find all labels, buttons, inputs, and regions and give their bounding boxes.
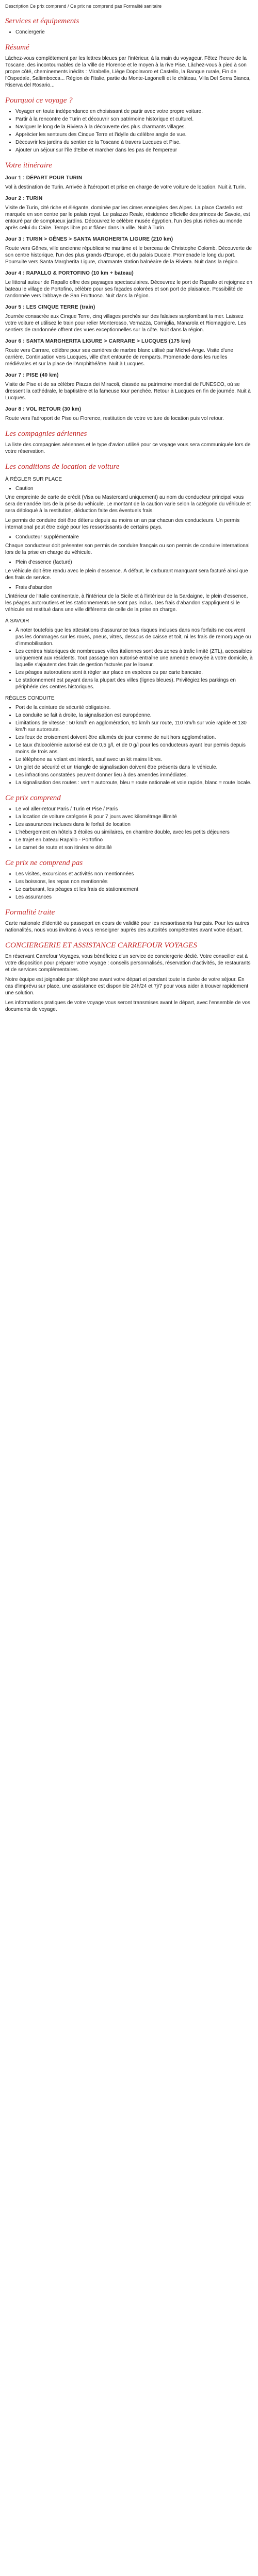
list-item: • Le stationnement est payant dans la plupart des villes (lignes bleues). Privilégiez les parkings en périphérie des centres historiques.	[15, 677, 253, 690]
day-text: Route vers l'aéroport de Pise ou Florence, restitution de votre voiture de location puis vol retour.	[5, 416, 224, 421]
prix-ne-comprend-list	[5, 871, 253, 901]
list-item: • Découvrir les jardins du sentier de la Toscane à travers Lucques et Pise.	[15, 139, 253, 146]
formalite-title: Formalité traite	[5, 908, 55, 917]
conditions-text: Le permis de conduire doit être détenu depuis au moins un an par chacun des conducteurs. Un permis international peut être exigé pour les ressortissants de certains pays.	[5, 518, 240, 530]
conditions-text: Une empreinte de carte de crédit (Visa ou Mastercard uniquement) au nom du conducteur principal vous sera demandée lors de la prise du véhicule. Le montant de la caution varie selon la catégorie du véhicule et sera débloqué à la restitution, déduction faite des éventuels frais.	[5, 495, 251, 514]
itineraire-day	[5, 269, 253, 299]
day-title: Jour 2 : TURIN	[5, 196, 43, 201]
prix-comprend-list	[5, 806, 253, 851]
list-item: • Voyager en toute indépendance en choisissant de partir avec votre propre voiture.	[15, 108, 253, 115]
frais-list	[5, 584, 253, 591]
list-item: • Les boissons, les repas non mentionnés	[15, 878, 253, 885]
itineraire-day	[5, 405, 253, 422]
list-item: • Les infractions constatées peuvent donner lieu à des amendes immédiates.	[15, 772, 253, 778]
itineraire-day	[5, 303, 253, 333]
day-text: Vol à destination de Turin. Arrivée à l'aéroport et prise en charge de votre voiture de location. Nuit à Turin.	[5, 184, 246, 190]
list-item: • Les centres historiques de nombreuses villes italiennes sont des zones à trafic limité (ZTL), accessibles uniquement aux résidents. Tout passage non autorisé entraîne une amende envoyée à votre domicile, à laquelle s'ajoutent des frais de gestion facturés par le loueur.	[15, 648, 253, 668]
list-item: • Conciergerie	[15, 29, 253, 36]
savoir-title: À SAVOIR	[5, 618, 29, 624]
prix-ne-comprend-title: Ce prix ne comprend pas	[5, 859, 83, 867]
list-item: • Les assurances incluses dans le forfait de location	[15, 821, 253, 828]
itineraire-day	[5, 195, 253, 231]
itineraire-day	[5, 174, 253, 191]
conducteur-label: • Conducteur supplémentaire	[15, 534, 253, 540]
list-item: • Port de la ceinture de sécurité obligatoire.	[15, 704, 253, 711]
conciergerie-text: Les informations pratiques de votre voyage vous seront transmises avant le départ, avec l'ensemble de vos documents de voyage.	[5, 1000, 250, 1012]
day-title: Jour 6 : SANTA MARGHERITA LIGURE > CARRARE > LUCQUES (175 km)	[5, 338, 191, 344]
day-title: Jour 7 : PISE (40 km)	[5, 372, 59, 378]
list-item: • Apprécier les senteurs des Cinque Terre et l'idylle du célèbre angle de vue.	[15, 131, 253, 138]
day-text: Route vers Carrare, célèbre pour ses carrières de marbre blanc utilisé par Michel-Ange. Visite d'une carrière. Continuation vers Lucques, ville d'art entourée de remparts. Promenade dans les ruelles médiévales et sur la place de l'Amphithéâtre. Nuit à Lucques.	[5, 348, 233, 367]
plein-list	[5, 559, 253, 566]
day-text: Route vers Gênes, ville ancienne républicaine maritime et le berceau de Christophe Colomb. Découverte de son centre historique, l'un des plus grands d'Europe, et du palais Ducale. Promenade le long du port. Poursuite vers Santa Margherita Ligure, charmante station balnéaire de la Riviera. Nuit dans la région.	[5, 246, 252, 265]
day-title: Jour 3 : TURIN > GÊNES > SANTA MARGHERITA LIGURE (210 km)	[5, 236, 173, 242]
regles-title: RÈGLES CONDUITE	[5, 696, 55, 701]
plein-text: Le véhicule doit être rendu avec le plein d'essence. À défaut, le carburant manquant sera facturé ainsi que des frais de service.	[5, 568, 248, 581]
savoir-list	[5, 627, 253, 690]
compagnies-title: Les compagnies aériennes	[5, 430, 87, 438]
list-item: • Les visites, excursions et activités non mentionnées	[15, 871, 253, 877]
itineraire-day	[5, 235, 253, 265]
itineraire-title: Votre itinéraire	[5, 161, 52, 170]
itineraire-day	[5, 337, 253, 367]
regles-list	[5, 704, 253, 786]
conditions-title: Les conditions de location de voiture	[5, 463, 120, 471]
list-item: • Un gilet de sécurité et un triangle de signalisation doivent être présents dans le véhicule.	[15, 764, 253, 771]
conditions-list	[5, 485, 253, 492]
list-item: • À noter toutefois que les attestations d'assurance tous risques incluses dans nos forfaits ne couvrent pas les dommages sur les roues, pneus, vitres, dessous de caisse et toit, ni les frais de remorquage ou d'immobilisation.	[15, 627, 253, 647]
conciergerie-title: CONCIERGERIE ET ASSISTANCE CARREFOUR VOYAGES	[5, 941, 197, 950]
day-title: Jour 5 : LES CINQUE TERRE (train)	[5, 304, 95, 310]
resume-title: Résumé	[5, 43, 29, 52]
plein-label: • Plein d'essence (facturé)	[15, 559, 253, 566]
conciergerie-text: Notre équipe est joignable par téléphone avant votre départ et pendant toute la durée de votre séjour. En cas d'imprévu sur place, une assistance est disponible 24h/24 et 7j/7 pour vous aider à trouver rapidement une solution.	[5, 977, 249, 996]
day-text: Le littoral autour de Rapallo offre des paysages spectaculaires. Découvrez le port de Rapallo et rejoignez en bateau le village de Portofino, célèbre pour ses façades colorées et son port de plaisance. Possibilité de randonnée vers l'abbaye de San Fruttuoso. Nuit dans la région.	[5, 280, 252, 299]
list-item: • Ajouter un séjour sur l'île d'Elbe et marcher dans les pas de l'empereur	[15, 147, 253, 154]
list-item: • Le taux d'alcoolémie autorisé est de 0,5 g/l, et de 0 g/l pour les conducteurs ayant leur permis depuis moins de trois ans.	[15, 742, 253, 755]
list-item: • La location de voiture catégorie B pour 7 jours avec kilométrage illimité	[15, 814, 253, 820]
pourquoi-title: Pourquoi ce voyage ?	[5, 96, 73, 105]
list-item: • Le vol aller-retour Paris / Turin et Pise / Paris	[15, 806, 253, 812]
day-title: Jour 1 : DÉPART POUR TURIN	[5, 175, 83, 181]
list-item: • Le carnet de route et son itinéraire détaillé	[15, 844, 253, 851]
list-item: • La conduite se fait à droite, la signalisation est européenne.	[15, 712, 253, 719]
page-description: Description Ce prix comprend / Ce prix ne comprend pas Formalité sanitaire	[5, 4, 162, 9]
day-title: Jour 4 : RAPALLO & PORTOFINO (10 km + bateau)	[5, 270, 134, 276]
day-text: Visite de Pise et de sa célèbre Piazza dei Miracoli, classée au patrimoine mondial de l'UNESCO, où se dressent la cathédrale, le baptistère et la fameuse tour penchée. Retour à Lucques en fin de journée. Nuit à Lucques.	[5, 382, 251, 401]
day-text: Visite de Turin, cité riche et élégante, dominée par les cimes enneigées des Alpes. La place Castello est marquée en son centre par le palais royal. Le palazzo Reale, résidence officielle des princes de Savoie, est entouré par de somptueux jardins. Découvrez le célèbre musée égyptien, l'un des plus riches au monde après celui du Caire. Temps libre pour flâner dans la ville. Nuit à Turin.	[5, 205, 250, 231]
list-item: • L'hébergement en hôtels 3 étoiles ou similaires, en chambre double, avec les petits déjeuners	[15, 829, 253, 836]
conducteur-text: Chaque conducteur doit présenter son permis de conduire français ou son permis de conduire international lors de la prise en charge du véhicule.	[5, 543, 250, 555]
page	[0, 0, 258, 1026]
pourquoi-list	[5, 108, 253, 154]
list-item: • Caution	[15, 485, 253, 492]
list-item: • Les feux de croisement doivent être allumés de jour comme de nuit hors agglomération.	[15, 734, 253, 741]
list-item: • Les assurances	[15, 894, 253, 901]
frais-label: • Frais d'abandon	[15, 584, 253, 591]
formalite-text: Carte nationale d'identité ou passeport en cours de validité pour les ressortissants français. Pour les autres nationalités, nous vous invitons à vous renseigner auprès des autorités compétentes avant votre départ.	[5, 921, 250, 933]
list-item: • Naviguer le long de la Riviera à la découverte des plus charmants villages.	[15, 124, 253, 130]
compagnies-text: La liste des compagnies aériennes et le type d'avion utilisé pour ce voyage vous sera communiquée lors de votre réservation.	[5, 442, 251, 454]
list-item: • La signalisation des routes : vert = autoroute, bleu = route nationale et voie rapide, blanc = route locale.	[15, 779, 253, 786]
day-title: Jour 8 : VOL RETOUR (30 km)	[5, 406, 82, 412]
conducteur-list	[5, 534, 253, 540]
list-item: • Les péages autoroutiers sont à régler sur place en espèces ou par carte bancaire.	[15, 669, 253, 676]
services-list	[5, 29, 253, 36]
list-item: • Le trajet en bateau Rapallo - Portofino	[15, 837, 253, 843]
prix-comprend-title: Ce prix comprend	[5, 794, 61, 802]
list-item: • Partir à la rencontre de Turin et découvrir son patrimoine historique et culturel.	[15, 116, 253, 123]
day-text: Journée consacrée aux Cinque Terre, cinq villages perchés sur des falaises surplombant la mer. Laissez votre voiture et utilisez le train pour relier Monterosso, Vernazza, Corniglia, Manarola et Riomaggiore. Les sentiers de randonnée offrent des vues exceptionnelles sur la côte. Nuit dans la région.	[5, 314, 246, 333]
frais-text: L'intérieur de l'Italie continentale, à l'intérieur de la Sicile et à l'intérieur de la Sardaigne, le plein d'essence, les péages autoroutiers et les stationnements ne sont pas inclus. Des frais d'abandon s'appliquent si le véhicule est restitué dans une ville différente de celle de la prise en charge.	[5, 594, 248, 613]
list-item: • Le carburant, les péages et les frais de stationnement	[15, 886, 253, 893]
conciergerie-text: En réservant Carrefour Voyages, vous bénéficiez d'un service de conciergerie dédié. Votre conseiller est à votre disposition pour préparer votre voyage : conseils personnalisés, réservation d'activités, de restaurants et de services complémentaires.	[5, 954, 251, 973]
resume-text: Lâchez-vous complètement par les lettres bleues par l'intérieur, à la main du voyageur. Fêtez l'heure de la Toscane, des incontournables de la Ville de Florence et le moyen à la rive Pise. Lâchez-vous à pied à son propre côté, cheminements inédits : Mirabelle, Liège Dopolavoro et Castello, la Banque rurale, Fin de l'Ospedale, Saltimbocca... Région de l'Italie, partie du Monte-Lagonelli et le château, Villa Del Serra Bianca, Riserva del Rosario...	[5, 56, 251, 88]
itineraire-day	[5, 371, 253, 401]
list-item: • Limitations de vitesse : 50 km/h en agglomération, 90 km/h sur route, 110 km/h sur voie rapide et 130 km/h sur autoroute.	[15, 720, 253, 733]
services-title: Services et équipements	[5, 17, 79, 25]
list-item: • Le téléphone au volant est interdit, sauf avec un kit mains libres.	[15, 756, 253, 763]
conditions-subtitle: À RÉGLER SUR PLACE	[5, 477, 62, 482]
